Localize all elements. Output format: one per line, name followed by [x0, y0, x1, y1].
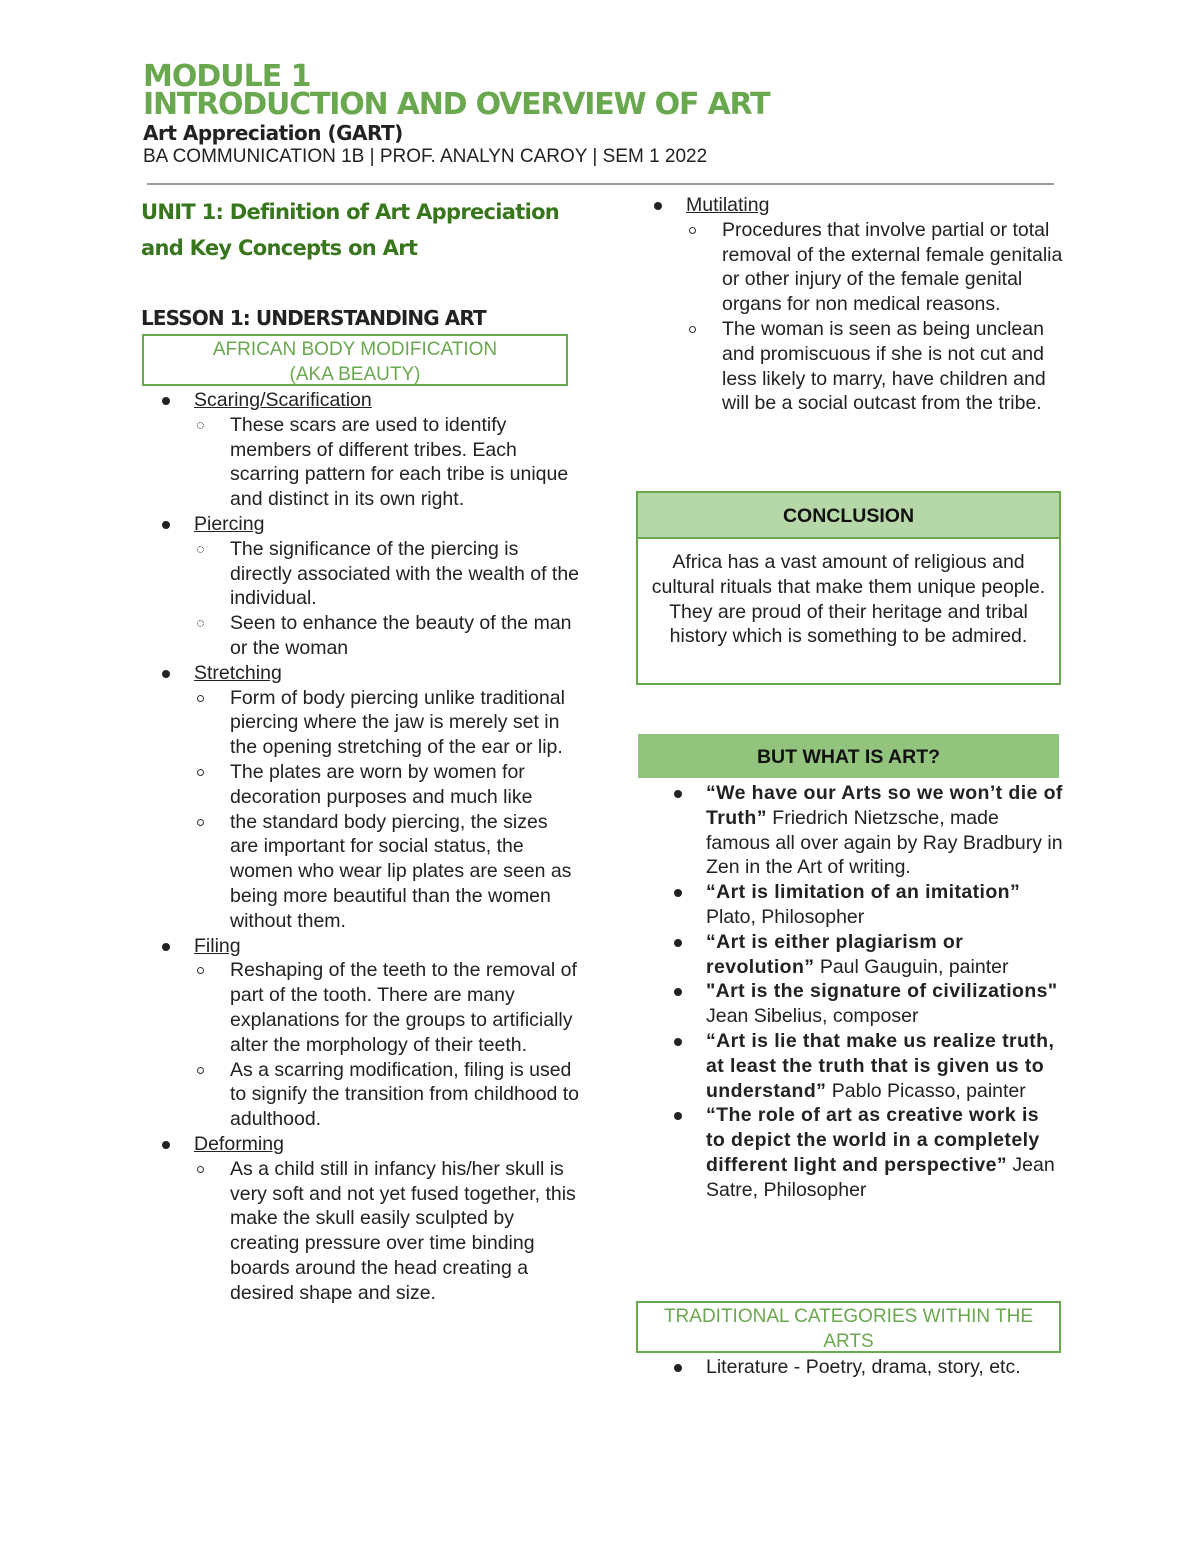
- item-label: Deforming: [194, 1132, 284, 1155]
- course-name: Art Appreciation (GART): [143, 121, 403, 145]
- list-item-scaring-scarification: [160, 388, 580, 512]
- quote-text: “Art is limitation of an imitation”: [706, 881, 1021, 904]
- bullet-icon: [162, 1141, 170, 1149]
- section-title-african-body-modification: [142, 334, 568, 386]
- categories-list: [672, 1355, 1072, 1380]
- sub-item: As a scarring modification, filing is used to signify the transition from childhood to adulthood.: [194, 1058, 580, 1132]
- quote-text: “We have our Arts so we won’t die of Truth”: [706, 782, 1063, 829]
- page-title: INTRODUCTION AND OVERVIEW OF ART: [143, 87, 770, 122]
- quote-text: “Art is lie that make us realize truth, at least the truth that is given us to understand”: [706, 1029, 1055, 1102]
- conclusion-text: Africa has a vast amount of religious and cultural rituals that make them unique people. They are proud of their heritage and tribal history which is something to be admired.: [636, 537, 1061, 685]
- category-item: Literature - Poetry, drama, story, etc.: [672, 1355, 1072, 1380]
- circle-bullet-icon: [197, 819, 204, 826]
- circle-bullet-icon: [197, 769, 204, 776]
- quote-attribution: Jean Satre, Philosopher: [706, 1153, 1055, 1201]
- sub-item: As a child still in infancy his/her skull is very soft and not yet fused together, this make the skull easily sculpted by creating pressure over time binding boards around the head creating a desired shape and size.: [194, 1157, 580, 1306]
- item-label: Scaring/Scarification: [194, 389, 372, 411]
- circle-bullet-icon: [197, 695, 204, 702]
- circle-bullet-icon: [197, 1067, 204, 1074]
- circle-bullet-icon: [689, 227, 696, 234]
- circle-bullet-icon: [689, 326, 696, 333]
- bullet-icon: [674, 889, 682, 897]
- quote-item: [672, 930, 1064, 980]
- sub-item: Procedures that involve partial or total removal of the external female genitalia or other injury of the female genital organs for non medical reasons.: [686, 218, 1072, 317]
- bullet-icon: [674, 1112, 682, 1120]
- unit-heading: UNIT 1: Definition of Art Appreciation and Key Concepts on Art: [141, 200, 560, 260]
- list-item-piercing: [160, 512, 580, 661]
- circle-bullet-icon: [197, 546, 204, 553]
- quote-attribution: Paul Gauguin, painter: [814, 955, 1009, 978]
- sub-item: The plates are worn by women for decoration purposes and much like: [194, 760, 580, 810]
- circle-bullet-icon: [197, 620, 204, 627]
- bullet-icon: [674, 1364, 682, 1372]
- list-item-deforming: [160, 1132, 580, 1306]
- item-label: Piercing: [194, 512, 265, 535]
- list-item-stretching: [160, 661, 580, 934]
- item-label: Filing: [194, 934, 241, 957]
- circle-bullet-icon: [197, 422, 204, 429]
- section-title-line-1: AFRICAN BODY MODIFICATION: [212, 339, 498, 360]
- section-title-line-2: ARTS: [823, 1331, 874, 1352]
- quote-attribution: Plato, Philosopher: [706, 905, 865, 928]
- quote-item: [672, 979, 1064, 1029]
- what-is-art-heading: BUT WHAT IS ART?: [638, 734, 1059, 778]
- bullet-icon: [674, 790, 682, 798]
- quotes-list: [672, 781, 1064, 1203]
- bullet-icon: [162, 943, 170, 951]
- course-meta: BA COMMUNICATION 1B | PROF. ANALYN CAROY | SEM 1 2022: [143, 146, 708, 167]
- section-title-line-2: (AKA BEAUTY): [289, 364, 421, 385]
- bullet-icon: [162, 397, 170, 405]
- mutilating-list: [652, 193, 1072, 416]
- module-label: MODULE 1: [143, 59, 311, 94]
- lesson-heading: LESSON 1: UNDERSTANDING ART: [141, 306, 486, 330]
- section-title-traditional-categories: [636, 1301, 1061, 1353]
- item-label: Stretching: [194, 661, 282, 684]
- quote-text: "Art is the signature of civilizations": [706, 980, 1058, 1003]
- conclusion-heading: CONCLUSION: [636, 491, 1061, 539]
- bullet-icon: [162, 521, 170, 529]
- modification-list: [160, 388, 580, 1305]
- quote-attribution: Friedrich Nietzsche, made famous all over again by Ray Bradbury in Zen in the Art of writing.: [706, 806, 1063, 879]
- bullet-icon: [674, 1038, 682, 1046]
- sub-item: The woman is seen as being unclean and promiscuous if she is not cut and less likely to marry, have children and will be a social outcast from the tribe.: [686, 317, 1072, 416]
- quote-item: [672, 880, 1064, 930]
- bullet-icon: [654, 202, 662, 210]
- sub-item: Seen to enhance the beauty of the man or the woman: [194, 611, 580, 661]
- sub-item: The significance of the piercing is directly associated with the wealth of the individual.: [194, 537, 580, 611]
- quote-attribution: Pablo Picasso, painter: [826, 1079, 1026, 1102]
- circle-bullet-icon: [197, 967, 204, 974]
- sub-item: Reshaping of the teeth to the removal of part of the tooth. There are many explanations for the groups to artificially alter the morphology of their teeth.: [194, 958, 580, 1057]
- quote-item: [672, 1103, 1064, 1202]
- bullet-icon: [674, 939, 682, 947]
- sub-item: Form of body piercing unlike traditional piercing where the jaw is merely set in the opening stretching of the ear or lip.: [194, 686, 580, 760]
- circle-bullet-icon: [197, 1166, 204, 1173]
- list-item-filing: [160, 934, 580, 1132]
- item-label: Mutilating: [686, 194, 770, 216]
- header-divider: [147, 183, 1054, 185]
- quote-attribution: Jean Sibelius, composer: [706, 1005, 919, 1028]
- quote-text: “The role of art as creative work is to depict the world in a completely different light and perspective”: [706, 1104, 1040, 1176]
- sub-item: These scars are used to identify members of different tribes. Each scarring pattern for each tribe is unique and distinct in its own right.: [194, 413, 580, 512]
- section-title-line-1: TRADITIONAL CATEGORIES WITHIN THE: [663, 1306, 1034, 1327]
- bullet-icon: [162, 670, 170, 678]
- quote-text: “Art is either plagiarism or revolution”: [706, 930, 964, 978]
- list-item-mutilating: [652, 193, 1072, 416]
- quote-item: [672, 1029, 1064, 1103]
- sub-item: the standard body piercing, the sizes are important for social status, the women who wear lip plates are seen as being more beautiful than the women without them.: [194, 810, 580, 934]
- bullet-icon: [674, 988, 682, 996]
- quote-item: [672, 781, 1064, 880]
